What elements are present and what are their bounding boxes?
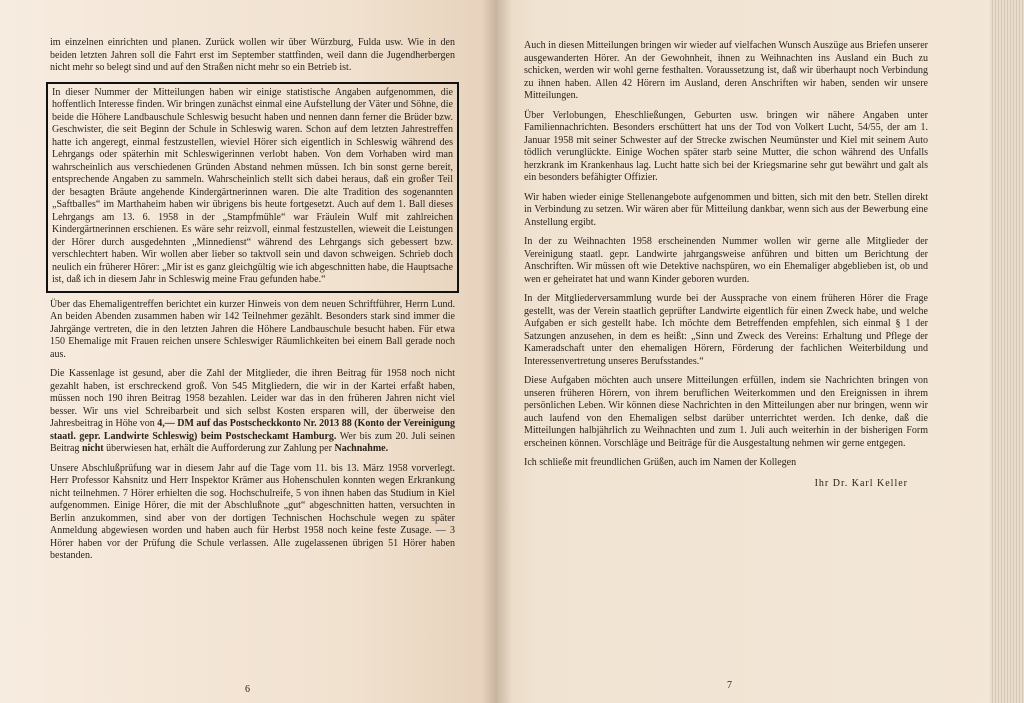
paragraph: Auch in diesen Mitteilungen bringen wir wieder auf vielfachen Wunsch Auszüge aus Briefen unserer ausgewanderten Hörer. An der Gewohnheit, ihnen zu Weihnachten ins Ausland ein Buch zu schicken, werden wir wohl gerne festhalten. Voraussetzung ist, daß wir überhaupt noch Verbindung zu ihnen haben. Allen 42 Hörern im Ausland, deren Anschriften wir haben, senden wir unsere Mitteilungen. [524,40,929,101]
paragraph: Über das Ehemaligentreffen berichtet ein kurzer Hinweis von dem neuen Schriftführer, Herrn Lund. An beiden Abenden zusammen haben wir 142 Teilnehmer gezählt. Besonders stark sind immer die Jahrgänge vertreten, die in den letzten Jahren die Höhere Landbauschule besucht haben. Für etwa 150 Ehemalige mit Frauen reichen unsere Schleswiger Räumlichkeiten bei einem Ball gerade noch aus. [50,298,455,360]
paragraph: Wir haben wieder einige Stellenangebote aufgenommen und bitten, sich mit den betr. Stellen direkt in Verbindung zu setzen. Wir wären aber für Mitteilung dankbar, wenn sich aus der Bewerbung eine Anstellung ergibt. [524,191,928,228]
dues-text-b: Wer bis zum 20. Juli seinen Beitrag [50,430,456,454]
highlight-box [46,82,459,293]
paragraph-dues [50,368,455,456]
book-gutter [482,0,512,703]
boxed-paragraph: In dieser Nummer der Mitteilungen haben wir einige statistische Angaben aufgenommen, die hoffentlich Interesse finden. Wir bringen zunächst einmal eine Aufstellung der Väter und Söhne, die beide die Höhere Landbauschule Schleswig besucht haben und nennen dann ferner die Brüder bzw. Geschwister, die seit Beginn der Schule in Schleswig waren. Schon auf dem letzten Jahrestreffen hatte ich angeregt, einmal festzustellen, wieviel Hörer sich eigentlich in Schleswig während des Lehrgangs oder späterhin mit Schleswigerinnen verlobt haben. Von dem Vorhaben wird man wahrscheinlich aus verschiedenen Gründen Abstand nehmen müssen. Ich bin sonst gerne bereit, entsprechende Angaben zu sammeln. Wahrscheinlich stellt sich dabei heraus, daß ein großer Teil der besagten Bräute angehende Kindergärtnerinnen waren. Die alte Tradition des sogenannten „Saftballes“ im Marthaheim haben wir übrigens bis heute fortgesetzt. Auch auf dem 1. Ball dieses Lehrgangs am 13. 6. 1958 in der „Stampfmühle“ war Fräulein Wulf mit zahlreichen Kindergärtnerinnen erschienen. Es wäre sehr reizvoll, einmal festzustellen, wieweit die Leistungen der Hörer durch ausgedehnten „Minnedienst“ während des Lehrgangs sich gebessert bzw. verschlechtert haben. Wir wollen aber lieber so taktvoll sein und davon schweigen. Schrieb doch neulich ein früherer Hörer: „Mir ist es ganz gleichgültig wie ich abgeschnitten habe, die Hauptsache ist, daß ich in diesem Jahr in Schleswig meine Frau gefunden habe.“ [52,86,453,285]
dues-text-c: überwiesen hat, erhält die Aufforderung zur Zahlung per [106,443,332,454]
page-edges [990,0,1024,703]
page-number-right: 7 [727,680,732,691]
page-number-left: 6 [245,684,250,695]
signature: Ihr Dr. Karl Keller [814,477,908,489]
dues-nicht: nicht [81,443,104,454]
closing-line: Ich schließe mit freundlichen Grüßen, auch im Namen der Kollegen [524,457,797,468]
dues-account: 4,— DM auf das Postscheckkonto Nr. 2013 88 (Konto der Vereinigung staatl. gepr. Landwirte Schleswig) beim Postscheckamt Hamburg. [50,418,455,442]
right-page-text [524,40,928,490]
paragraph: Über Verlobungen, Eheschließungen, Geburten usw. bringen wir nähere Angaben unter Familiennachrichten. Besonders erschüttert hat uns der Tod von Volkert Lucht, 54/55, der am 1. Januar 1958 mit seiner Schwester auf der Strecke zwischen Neumünster und Kiel mit seinem Auto tödlich verunglückte. Einige Wochen später starb seine Mutter, die schon während des Unfalls herzkrank im Krankenhaus lag. Lucht hatte sich bei der Kriegsmarine sehr gut bewährt und galt als ein besonders befähigter Offizier. [524,109,928,183]
paragraph: im einzelnen einrichten und planen. Zurück wollen wir über Würzburg, Fulda usw. Wie in den beiden letzten Jahren soll die Fahrt erst im September stattfinden, weil dann die Jugendherbergen nicht mehr so belegt sind und auf den Straßen nicht mehr so ein Betrieb ist. [50,37,455,73]
paragraph: Unsere Abschlußprüfung war in diesem Jahr auf die Tage vom 11. bis 13. März 1958 vorverlegt. Herr Professor Kahsnitz und Herr Inspektor Krämer aus Hohenschulen konnten wegen Erkrankung nicht teilnehmen. 7 Hörer erhielten die sog. Hochschulreife, 5 von ihnen haben das Studium in Kiel aufgenommen. Einige Hörer, die mit der Abschlußnote „gut“ abgeschnitten hatten, versuchten in Berlin anzukommen, sind aber von der dortigen Technischen Hochschule wegen zu später Anmeldung abgewiesen worden und haben auch für Herbst 1958 noch keine feste Zusage. — 3 Hörer haben vor der Prüfung die Schule verlassen. Alle zugelassenen übrigen 51 Hörer haben bestanden. [50,462,455,561]
dues-nachnahme: Nachnahme. [334,443,389,454]
paragraph: In der Mitgliederversammlung wurde bei der Aussprache von einem früheren Hörer die Frage gestellt, was der Verein staatlich geprüfter Landwirte eigentlich für einen Zweck habe, und welche Aufgaben er sich gestellt habe. Ich möchte dem Betreffenden empfehlen, sich einmal § 1 der Satzungen anzusehen, in dem es heißt: „Sinn und Zweck des Vereins: Erhaltung und Pflege der Kameradschaft unter den ehemaligen Hörern, Förderung der fachlichen Weiterbildung und Interessenvertretung unseres Berufsstandes.“ [524,293,928,367]
left-page-text [50,37,455,570]
dues-text-a: Die Kassenlage ist gesund, aber die Zahl der Mitglieder, die ihren Beitrag für 1958 noch nicht gezahlt haben, ist erschreckend groß. Von 545 Mitgliedern, die wir in der Kartei erfaßt haben, müssen noch 190 ihren Beitrag 1958 bezahlen. Leider war das in den früheren Jahren nicht viel besser. Wir uns viel Schreibarbeit und sich selbst Kosten ersparen will, der überweise den Jahresbeitrag in Höhe von [50,368,455,429]
paragraph: Diese Aufgaben möchten auch unsere Mitteilungen erfüllen, indem sie Nachrichten bringen von unseren früheren Hörern, von ihrem beruflichen Weiterkommen und den Ereignissen in ihrem persönlichen Leben. Wir können diese Nachrichten in den Mitteilungen aber nur bringen, wenn wir auch laufend von den Ehemaligen selbst darüber unterrichtet werden. Ich denke, daß die Mitteilungen halbjährlich zu Weihnachten und zum 1. Juli auch weiterhin in der bisherigen Form erscheinen können. Vorschläge und Beiträge für die Ausgestaltung nehmen wir gerne entgegen. [524,375,928,449]
paragraph: In der zu Weihnachten 1958 erscheinenden Nummer wollen wir gerne alle Mitglieder der Vereinigung staatl. gepr. Landwirte jahrgangsweise anführen und bitten um Berichtung der Anschriften. Wir müssen oft wie Detektive nachspüren, wo ein Ehemaliger abgeblieben ist, ob und wen er geheiratet hat und wann Kinder geboren wurden. [524,236,928,285]
